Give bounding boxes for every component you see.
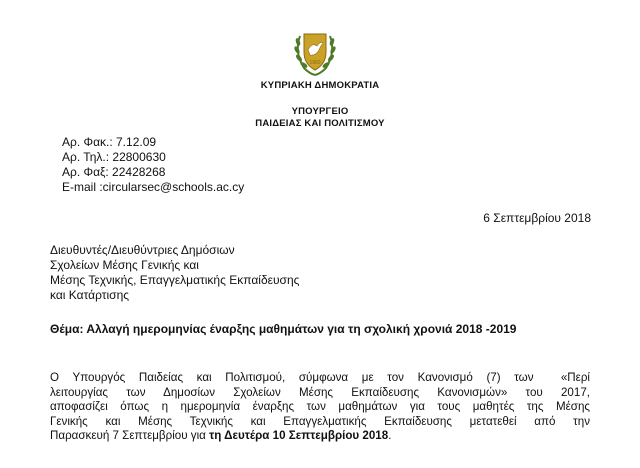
subject-line: Θέμα: Αλλαγή ημερομηνίας έναρξης μαθημάτων για τη σχολική χρονιά 2018 -2019 [50, 322, 517, 336]
republic-name: ΚΥΠΡΙΑΚΗ ΔΗΜΟΚΡΑΤΙΑ [260, 80, 380, 91]
recipients-block [50, 243, 299, 303]
recipient-line: και Κατάρτισης [50, 288, 130, 302]
body-line [50, 371, 590, 386]
body-line-text: λειτουργίας των Δημοσίων Σχολείων Μέσης Εκπαίδευσης Κανονισμών» του 2017, [50, 385, 590, 399]
phone-number: Αρ. Τηλ.: 22800630 [62, 150, 166, 164]
email-address: E-mail :circularsec@schools.ac.cy [62, 180, 245, 194]
body-line [50, 400, 590, 415]
fax-number: Αρ. Φαξ: 22428268 [62, 165, 166, 179]
body-line-text: αποφασίζει όπως η ημερομηνία έναρξης των μαθημάτων για τους μαθητές της Μέσης [50, 400, 590, 413]
body-line [50, 415, 590, 430]
file-number: Αρ. Φακ.: 7.12.09 [62, 135, 157, 149]
body-line-text: Παρασκευή 7 Σεπτεμβρίου για [50, 429, 210, 442]
recipient-line: Σχολείων Μέσης Γενικής και [50, 258, 199, 272]
body-line [50, 386, 590, 401]
body-line-text: Ο Υπουργός Παιδείας και Πολιτισμού, σύμφωνα με τον Κανονισμό (7) των «Περί [50, 371, 590, 384]
recipient-line: Μέσης Τεχνικής, Επαγγελματικής Εκπαίδευσης [50, 273, 300, 287]
cyprus-emblem-icon [286, 28, 344, 78]
new-start-date: τη Δευτέρα 10 Σεπτεμβρίου 2018 [209, 429, 389, 442]
recipient-line: Διευθυντές/Διευθύντριες Δημόσιων [50, 243, 235, 257]
reference-block [62, 135, 244, 195]
ministry-line-1: ΥΠΟΥΡΓΕΙΟ [291, 106, 349, 117]
svg-text:1960: 1960 [309, 60, 321, 66]
body-paragraph [50, 371, 590, 444]
ministry-line-2: ΠΑΙΔΕΙΑΣ ΚΑΙ ΠΟΛΙΤΙΣΜΟΥ [255, 118, 385, 129]
letter-date: 6 Σεπτεμβρίου 2018 [483, 211, 591, 225]
body-line [50, 429, 590, 444]
body-line-text: Γενικής και Μέσης Τεχνικής και Επαγγελματικής Εκπαίδευσης μετατεθεί από την [50, 414, 590, 428]
period: . [388, 429, 392, 442]
